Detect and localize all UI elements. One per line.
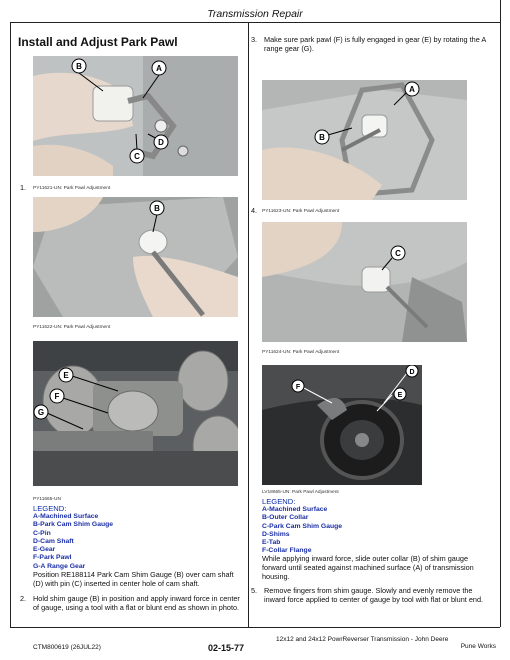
figure-2-photo (33, 197, 238, 317)
figure-1-caption: PY11621-UN: Park Pawl Adjustment (33, 186, 111, 191)
svg-text:A: A (409, 85, 415, 94)
callout-e (394, 388, 406, 400)
step-3-number: 3. (251, 35, 258, 44)
step-4-number: 4. (251, 206, 258, 215)
left-legend-list (33, 513, 243, 571)
step-3-text: Make sure park pawl (F) is fully engaged in gear (E) by rotating the A range gear (G). (264, 35, 486, 53)
callout-a (152, 61, 166, 75)
svg-text:B: B (76, 62, 82, 71)
left-legend-title: LEGEND: (33, 504, 67, 513)
legend-item: F-Collar Flange (262, 547, 312, 555)
callout-f (50, 389, 64, 403)
svg-text:F: F (54, 392, 60, 401)
svg-text:G: G (37, 408, 45, 417)
legend-item: D-Shims (262, 530, 290, 538)
svg-text:D: D (158, 138, 164, 147)
svg-text:F: F (295, 384, 301, 391)
legend-item: A-Machined Surface (33, 513, 99, 520)
section-title: Install and Adjust Park Pawl (18, 35, 178, 49)
legend-item: C-Pin (33, 529, 51, 537)
callout-d (406, 365, 418, 377)
callout-b (150, 201, 164, 215)
legend-item: G-A Range Gear (33, 562, 86, 570)
svg-text:C: C (395, 249, 401, 258)
callout-e (59, 368, 73, 382)
column-divider (248, 22, 249, 627)
legend-item: C-Park Cam Shim Gauge (262, 522, 343, 530)
footer-desc-line-2: Pune Works (460, 643, 496, 650)
figure-3-photo (33, 341, 238, 486)
legend-item: A-Machined Surface (262, 506, 328, 513)
callout-c (130, 149, 144, 163)
right-legend-list (262, 506, 492, 556)
svg-text:B: B (154, 204, 160, 213)
svg-text:E: E (63, 371, 69, 380)
figure-5-caption: PY11624-UN: Park Pawl Adjustment (262, 350, 340, 355)
svg-text:A: A (156, 64, 162, 73)
figure-4-photo (262, 80, 467, 200)
callout-d (154, 135, 168, 149)
page-header-title: Transmission Repair (207, 8, 303, 20)
figure-6-photo (262, 365, 422, 485)
callout-b (72, 59, 86, 73)
figure-2-caption: PY11622-UN: Park Pawl Adjustment (33, 325, 111, 330)
figure-3-caption: PY11665-UN (33, 497, 61, 502)
right-legend-title: LEGEND: (262, 497, 296, 506)
footer-doc-id: CTM800619 (26JUL22) (33, 644, 101, 651)
footer-description (276, 636, 496, 650)
frame-top-rule (10, 22, 500, 23)
footer-desc-line-1: 12x12 and 24x12 PowrReverser Transmission - John Deere (276, 636, 449, 643)
legend-item: E-Tab (262, 539, 281, 547)
step-5-text: Remove fingers from shim gauge. Slowly and evenly remove the inward force applied to center of gauge by tool with flat or blunt end. (264, 586, 484, 604)
legend-item: B-Outer Collar (262, 514, 309, 522)
frame-bottom-rule (10, 627, 500, 628)
legend-item: B-Park Cam Shim Gauge (33, 521, 114, 529)
figure-5-photo (262, 222, 467, 342)
frame-right-rule (500, 22, 501, 627)
callout-c (391, 246, 405, 260)
callout-a (405, 82, 419, 96)
step-5-number: 5. (251, 586, 258, 595)
step-2-text: Hold shim gauge (B) in position and apply inward force in center of gauge, using a tool with a flat or blunt end as shown in photo. (33, 594, 240, 612)
callout-f (292, 380, 304, 392)
left-legend (33, 504, 243, 571)
legend-item: F-Park Pawl (33, 554, 72, 562)
svg-text:B: B (319, 133, 325, 142)
footer-page-number: 02-15-77 (208, 643, 245, 653)
step-1-number: 1. (20, 183, 27, 192)
step-2-number: 2. (20, 594, 27, 603)
frame-left-rule (10, 22, 11, 627)
right-legend (262, 497, 492, 556)
figure-1-photo (33, 56, 238, 176)
figure-4-caption: PY11623-UN: Park Pawl Adjustment (262, 209, 340, 214)
legend-item: D-Cam Shaft (33, 537, 74, 545)
callout-g (34, 405, 48, 419)
callout-b (315, 130, 329, 144)
figure-6-caption: LV18665-UN: Park Pawl Adjustment (262, 490, 339, 495)
legend-item: E-Gear (33, 546, 56, 554)
position-instruction: Position RE188114 Park Cam Shim Gauge (B) over cam shaft (D) with pin (C) inserted in center hole of cam shaft. (33, 570, 234, 588)
svg-text:C: C (134, 152, 140, 161)
svg-text:E: E (397, 392, 403, 399)
outer-collar-instruction: While applying inward force, slide outer collar (B) of shim gauge forward until seated against machined surface (A) of transmission housing. (262, 554, 474, 581)
svg-text:D: D (409, 369, 415, 376)
